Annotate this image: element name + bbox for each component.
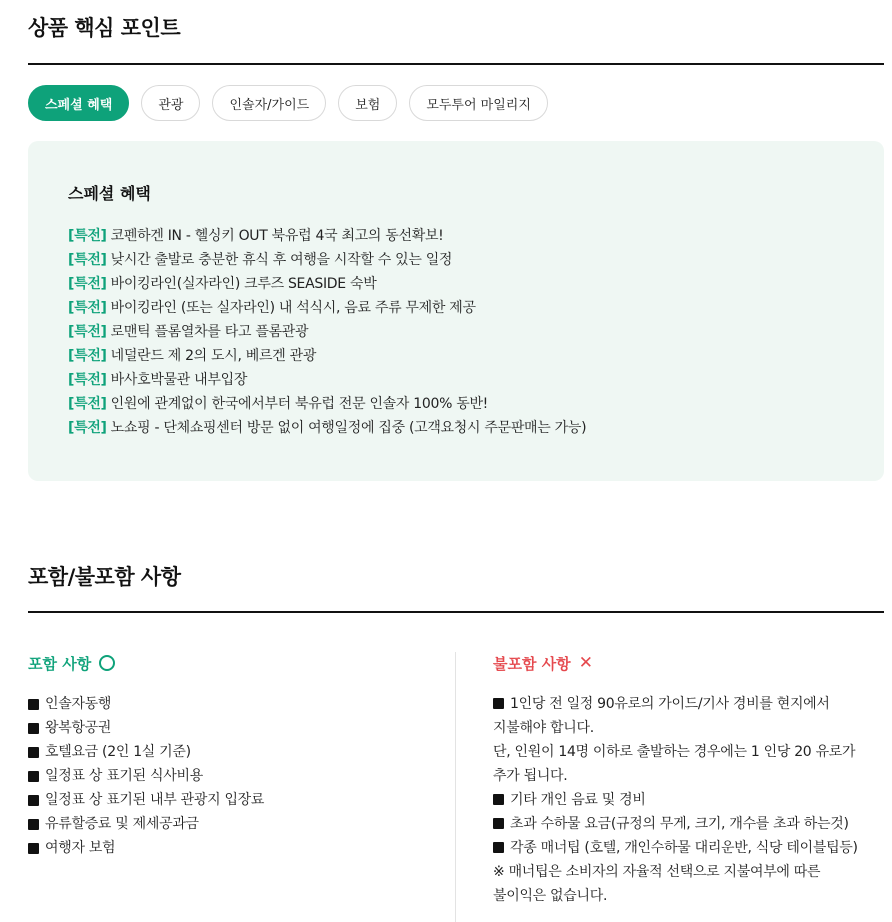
- square-bullet-icon: [493, 818, 504, 829]
- benefit-text: 네덜란드 제 2의 도시, 베르겐 관광: [110, 348, 317, 364]
- list-item-text: 유류할증료 및 제세공과금: [45, 816, 199, 832]
- list-item: [493, 788, 883, 812]
- benefit-tag: [특전]: [68, 420, 107, 436]
- square-bullet-icon: [493, 698, 504, 709]
- benefit-text: 코펜하겐 IN - 헬싱키 OUT 북유럽 4국 최고의 동선확보!: [110, 228, 444, 244]
- square-bullet-icon: [493, 794, 504, 805]
- benefit-item: [68, 392, 844, 416]
- list-item-text: 여행자 보험: [45, 840, 116, 856]
- benefit-item: [68, 416, 844, 440]
- included-list: [28, 692, 438, 860]
- square-bullet-icon: [493, 842, 504, 853]
- included-heading: [28, 652, 438, 674]
- benefit-tag: [특전]: [68, 348, 107, 364]
- list-note: [493, 860, 883, 884]
- circle-o-icon: [99, 655, 115, 671]
- tab-mileage[interactable]: 모두투어 마일리지: [409, 85, 548, 121]
- list-item: [28, 740, 438, 764]
- list-item-text: 호텔요금 (2인 1실 기준): [45, 744, 191, 760]
- list-item-text: 단, 인원이 14명 이하로 출발하는 경우에는 1 인당 20 유로가: [493, 744, 856, 760]
- list-item-continuation: [493, 884, 883, 908]
- benefit-panel: [28, 141, 884, 481]
- list-item-text: 1인당 전 일정 90유로의 가이드/기사 경비를 현지에서: [510, 696, 830, 712]
- list-item-text: 추가 됩니다.: [493, 768, 568, 784]
- benefit-text: 바이킹라인(실자라인) 크루즈 SEASIDE 숙박: [110, 276, 377, 292]
- benefit-item: [68, 272, 844, 296]
- benefit-item: [68, 248, 844, 272]
- benefit-item: [68, 320, 844, 344]
- close-x-icon: ✕: [578, 652, 593, 673]
- square-bullet-icon: [28, 747, 39, 758]
- list-item: [28, 812, 438, 836]
- benefit-text: 로맨틱 플롬열차를 타고 플롬관광: [110, 324, 309, 340]
- section-title-inclusions: 포함/불포함 사항: [28, 565, 181, 589]
- list-item: [493, 836, 883, 860]
- list-item-text: ※ 매너팁은 소비자의 자율적 선택으로 지불여부에 따른: [493, 864, 821, 880]
- benefit-tag: [특전]: [68, 228, 107, 244]
- benefit-text: 인원에 관계없이 한국에서부터 북유럽 전문 인솔자 100% 동반!: [110, 396, 488, 412]
- tab-sightseeing[interactable]: 관광: [141, 85, 200, 121]
- excluded-list: [493, 692, 883, 908]
- list-item-text: 초과 수하물 요금(규정의 무게, 크기, 개수를 초과 하는것): [510, 816, 849, 832]
- benefit-title: 스페셜 혜택: [68, 184, 151, 203]
- benefit-text: 노쇼핑 - 단체쇼핑센터 방문 없이 여행일정에 집중 (고객요청시 주문판매는 가능): [110, 420, 587, 436]
- excluded-column: [493, 652, 883, 908]
- section-title-key-points: 상품 핵심 포인트: [28, 16, 181, 40]
- square-bullet-icon: [28, 795, 39, 806]
- list-item-text: 기타 개인 음료 및 경비: [510, 792, 646, 808]
- list-item: [493, 692, 883, 716]
- list-item-continuation: [493, 764, 883, 788]
- benefit-item: [68, 296, 844, 320]
- benefit-item: [68, 368, 844, 392]
- square-bullet-icon: [28, 819, 39, 830]
- list-item: [28, 836, 438, 860]
- list-note: [493, 740, 883, 764]
- excluded-heading-label: 불포함 사항: [493, 654, 571, 673]
- tab-special-benefits[interactable]: 스페셜 혜택: [28, 85, 129, 121]
- section-divider: [28, 611, 884, 613]
- list-item-text: 일정표 상 표기된 내부 관광지 입장료: [45, 792, 265, 808]
- list-item-text: 불이익은 없습니다.: [493, 888, 608, 904]
- list-item: [28, 692, 438, 716]
- square-bullet-icon: [28, 843, 39, 854]
- list-item-text: 인솔자동행: [45, 696, 112, 712]
- benefit-text: 바사호박물관 내부입장: [110, 372, 248, 388]
- list-item-continuation: [493, 716, 883, 740]
- benefit-tag: [특전]: [68, 252, 107, 268]
- list-item: [28, 764, 438, 788]
- benefit-text: 바이킹라인 (또는 실자라인) 내 석식시, 음료 주류 무제한 제공: [110, 300, 476, 316]
- tab-insurance[interactable]: 보험: [338, 85, 397, 121]
- benefit-item: [68, 344, 844, 368]
- list-item-text: 일정표 상 표기된 식사비용: [45, 768, 203, 784]
- list-item: [28, 716, 438, 740]
- benefit-text: 낮시간 출발로 충분한 휴식 후 여행을 시작할 수 있는 일정: [110, 252, 453, 268]
- benefit-tag: [특전]: [68, 276, 107, 292]
- benefit-list: [68, 224, 844, 440]
- benefit-tag: [특전]: [68, 324, 107, 340]
- tab-guide[interactable]: 인솔자/가이드: [212, 85, 326, 121]
- included-heading-label: 포함 사항: [28, 654, 92, 673]
- square-bullet-icon: [28, 699, 39, 710]
- square-bullet-icon: [28, 723, 39, 734]
- benefit-tag: [특전]: [68, 372, 107, 388]
- benefit-tag: [특전]: [68, 300, 107, 316]
- list-item: [28, 788, 438, 812]
- excluded-heading: [493, 652, 883, 674]
- square-bullet-icon: [28, 771, 39, 782]
- tab-bar: [28, 85, 548, 121]
- included-column: [28, 652, 438, 860]
- list-item: [493, 812, 883, 836]
- column-divider: [455, 652, 456, 922]
- list-item-text: 지불해야 합니다.: [493, 720, 594, 736]
- benefit-tag: [특전]: [68, 396, 107, 412]
- benefit-item: [68, 224, 844, 248]
- section-divider: [28, 63, 884, 65]
- list-item-text: 왕복항공권: [45, 720, 112, 736]
- list-item-text: 각종 매너팁 (호텔, 개인수하물 대리운반, 식당 테이블팁등): [510, 840, 858, 856]
